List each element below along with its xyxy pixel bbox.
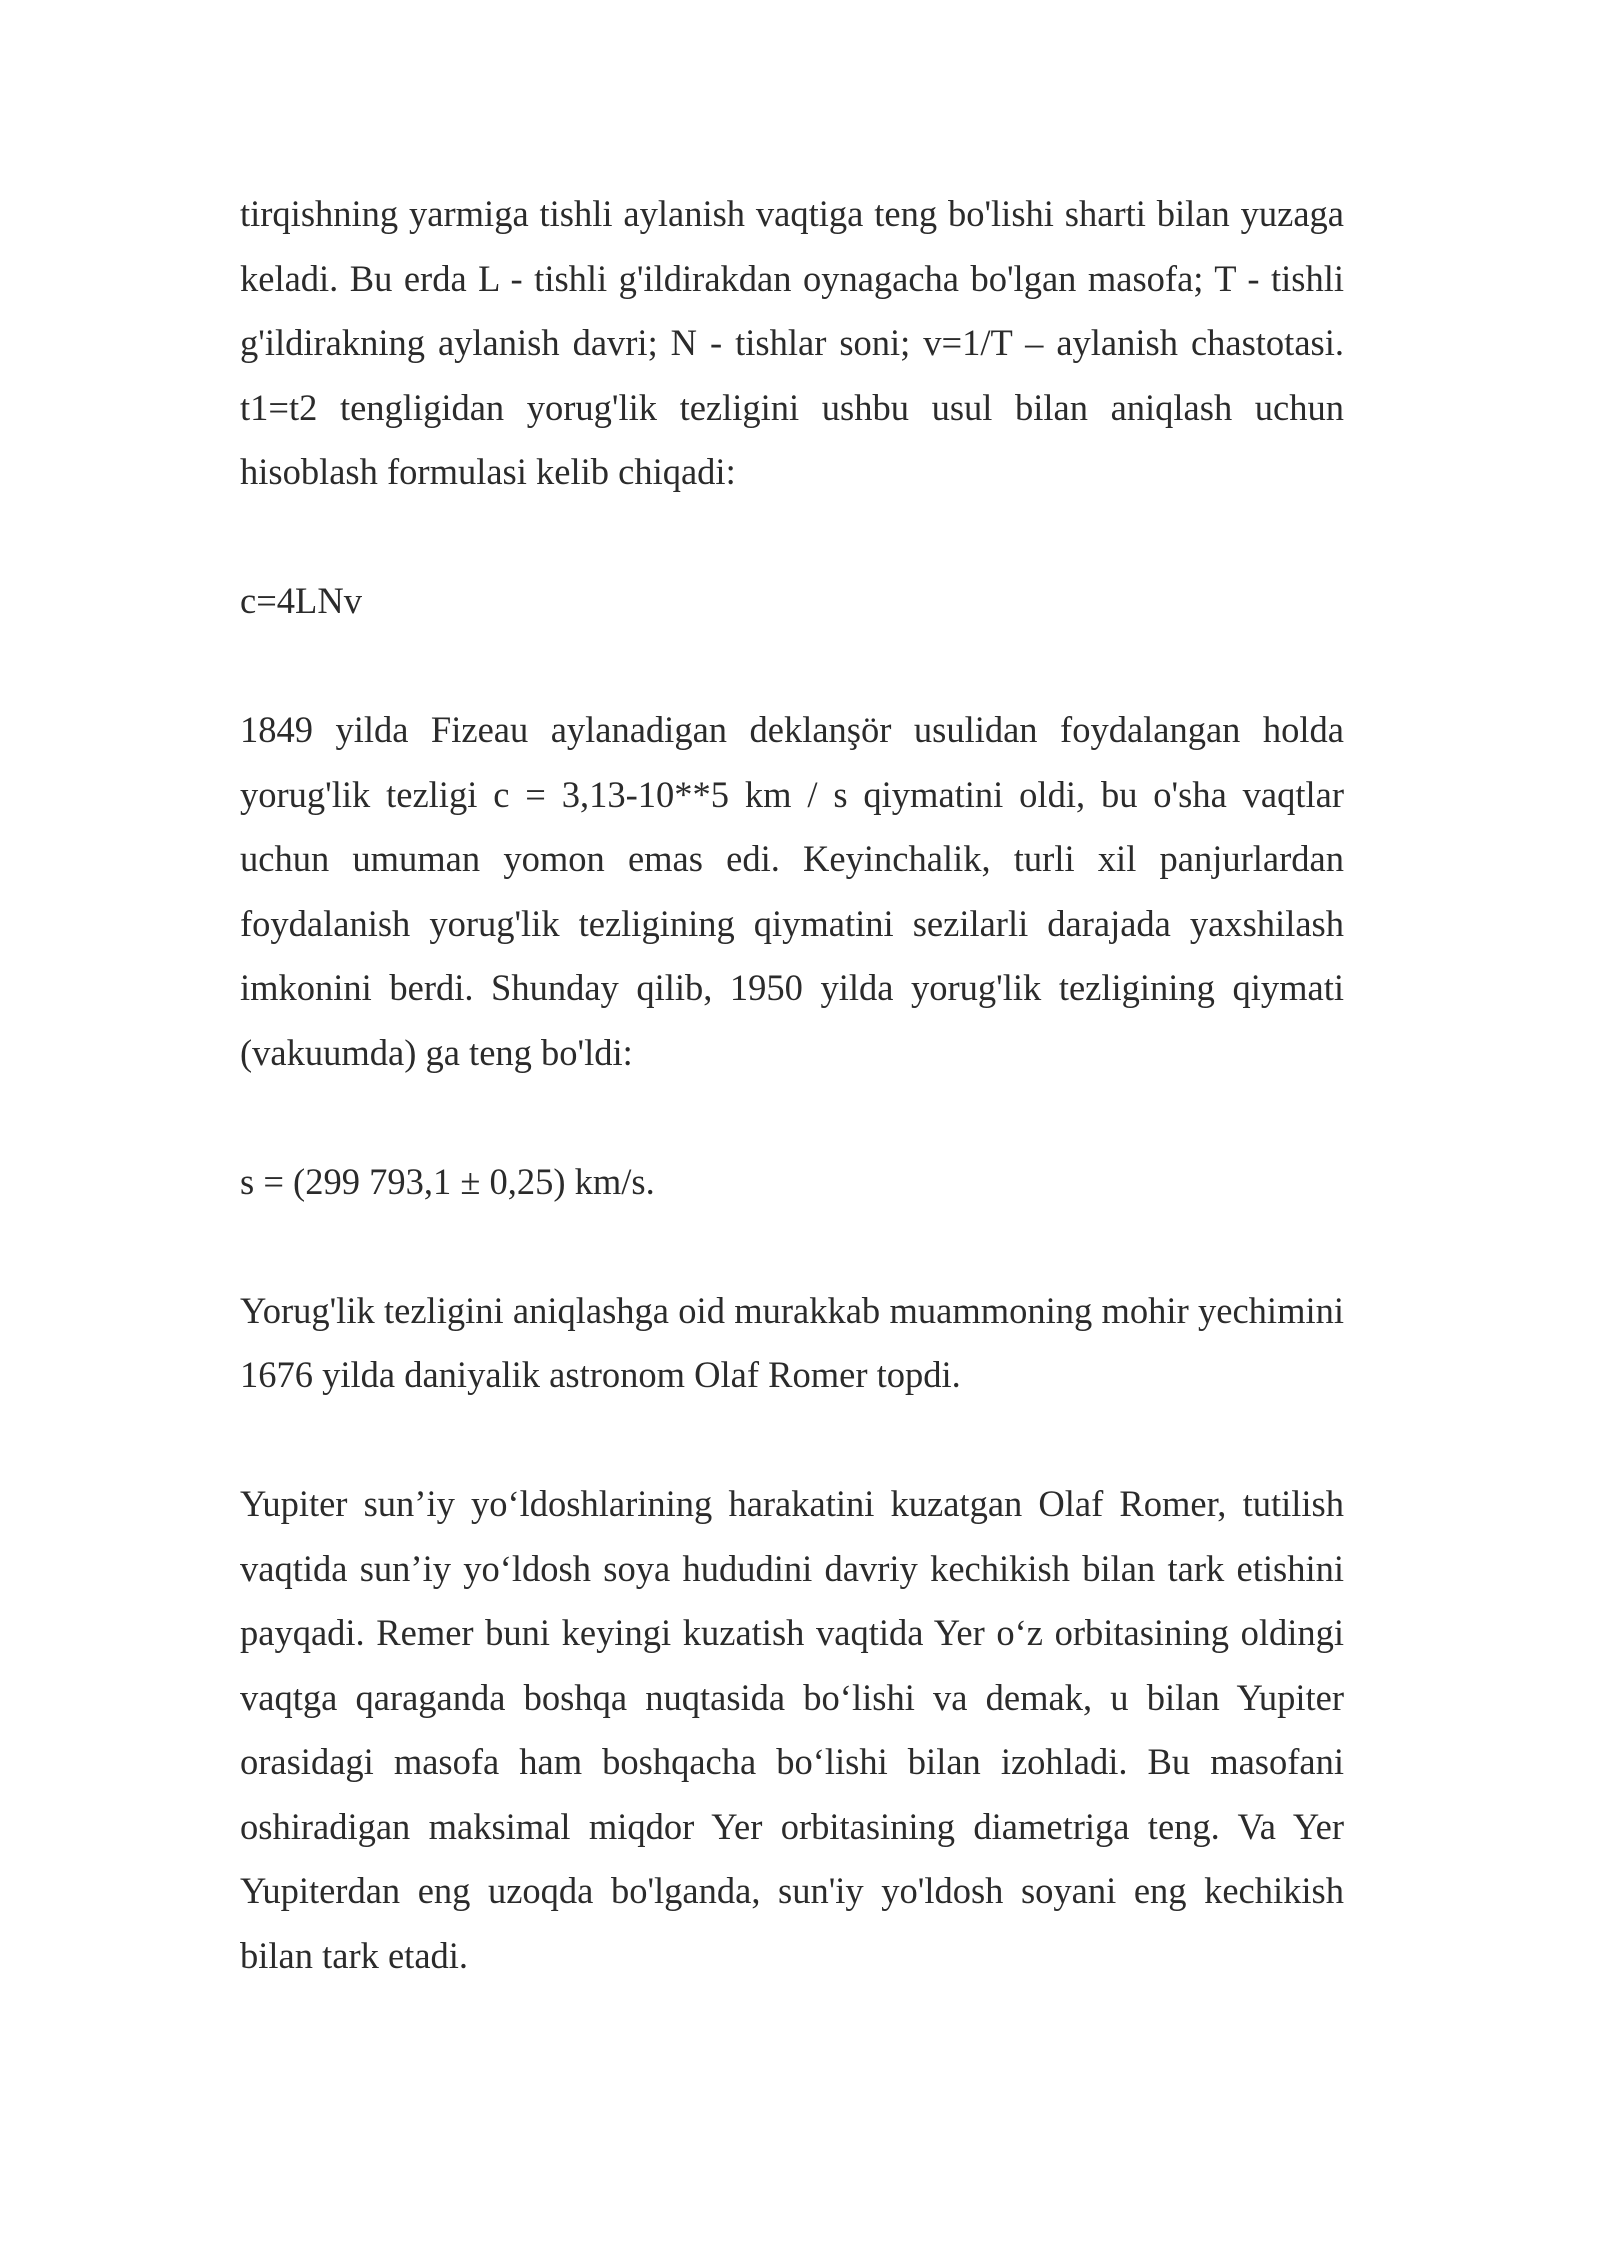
paragraph-fizeau-1849: 1849 yilda Fizeau aylanadigan deklanşör usulidan foydalangan holda yorug'lik tezligi c = 3,13-10**5 km / s qiymatini oldi, bu o'sha vaqtlar uchun umuman yomon emas edi. Keyinchalik, turli xil panjurlardan foydalanish yorug'lik tezligining qiymatini sezilarli darajada yaxshilash imkonini berdi. Shunday qilib, 1950 yilda yorug'lik tezligining qiymati (vakuumda) ga teng bo'ldi: [240, 709, 1344, 1073]
paragraph-romer-jupiter: Yupiter sun’iy yo‘ldoshlarining harakatini kuzatgan Olaf Romer, tutilish vaqtida sun’iy yo‘ldosh soya hududini davriy kechikish bilan tark etishini payqadi. Remer buni keyingi kuzatish vaqtida Yer o‘z orbitasining oldingi vaqtga qaraganda boshqa nuqtasida bo‘lishi va demak, u bilan Yupiter orasidagi masofa ham boshqacha bo‘lishi bilan izohladi. Bu masofani oshiradigan maksimal miqdor Yer orbitasining diametriga teng. Va Yer Yupiterdan eng uzoqda bo'lganda, sun'iy yo'ldosh soyani eng kechikish bilan tark etadi. [240, 1483, 1344, 1976]
formula-speed-of-light: c=4LNv [240, 580, 362, 621]
formula-speed-value: s = (299 793,1 ± 0,25) km/s. [240, 1160, 655, 1202]
paragraph-romer-intro: Yorug'lik tezligini aniqlashga oid murakkab muammoning mohir yechimini 1676 yilda daniyalik astronom Olaf Romer topdi. [240, 1289, 1344, 1395]
paragraph-fizeau-method: tirqishning yarmiga tishli aylanish vaqtiga teng bo'lishi sharti bilan yuzaga keladi. Bu erda L - tishli g'ildirakdan oynagacha bo'lgan masofa; T - tishli g'ildirakning aylanish davri; N - tishlar soni; v=1/T – aylanish chastotasi. t1=t2 tengligidan yorug'lik tezligini ushbu usul bilan aniqlash uchun hisoblash formulasi kelib chiqadi: [240, 193, 1344, 492]
document-body [240, 182, 1344, 2053]
